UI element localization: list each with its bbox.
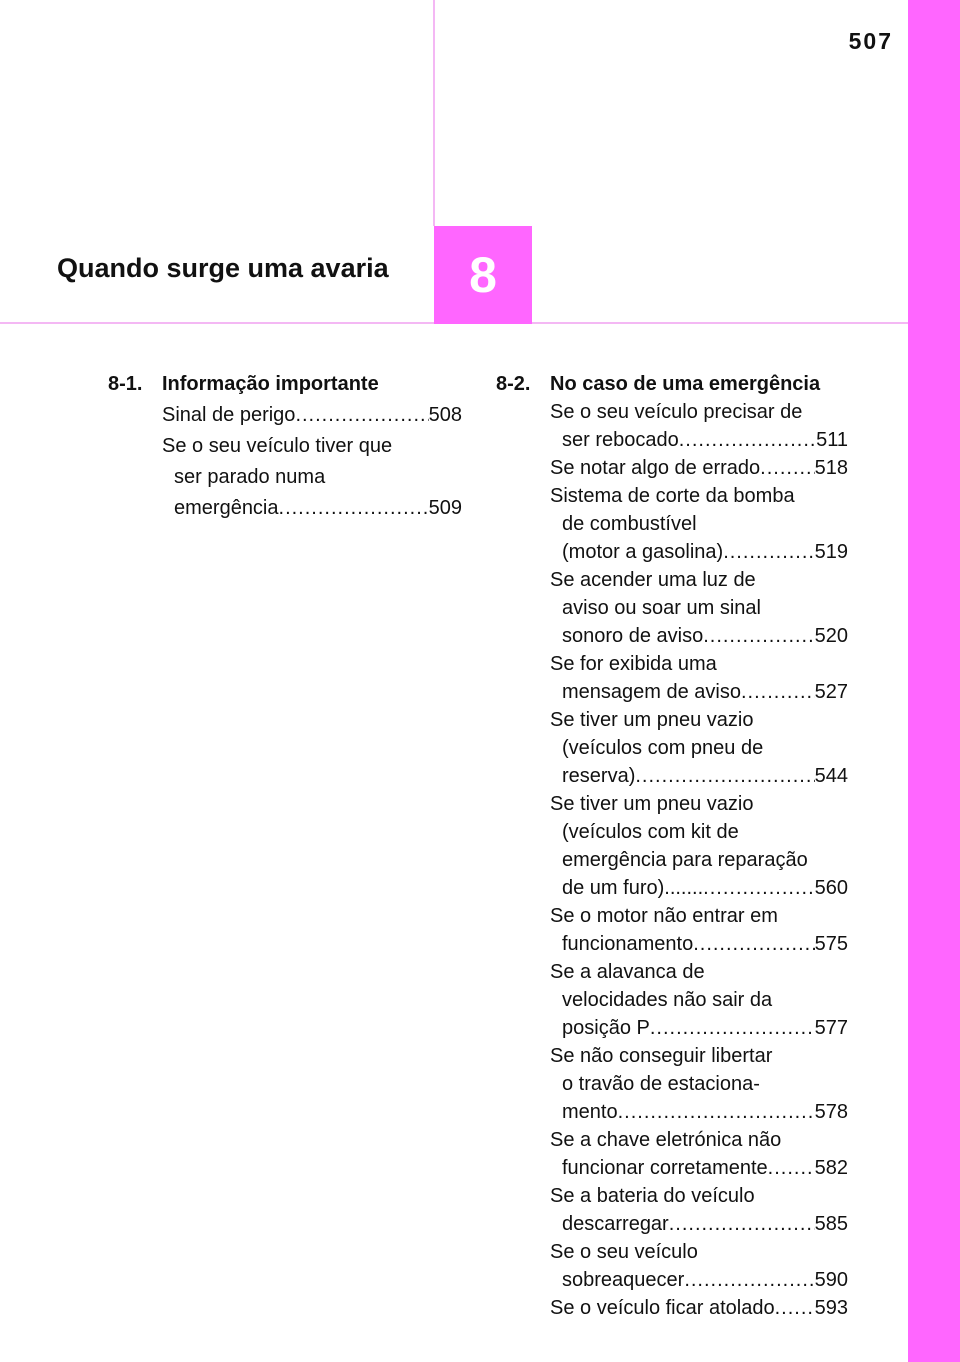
section-heading [108, 370, 462, 398]
toc-entry-text: Se a alavanca de [550, 961, 705, 983]
section-number: 8-1. [108, 373, 143, 395]
dot-leader [295, 400, 428, 431]
toc-entry-text: aviso ou soar um sinal [562, 597, 761, 619]
toc-page-number: 578 [814, 1101, 848, 1123]
toc-entry-text: Se notar algo de errado [550, 457, 761, 479]
toc-entry-text: (veículos com kit de [562, 821, 739, 843]
toc-entry-line [550, 538, 848, 566]
toc-entry-line [550, 594, 848, 622]
toc-entry-line [550, 818, 848, 846]
toc-entry-text: Se o seu veículo tiver que [162, 435, 393, 457]
toc-entry-line [550, 958, 848, 986]
toc-page-number: 560 [814, 877, 848, 899]
toc-entry-line [550, 1294, 848, 1322]
toc-entry-line [550, 1014, 848, 1042]
dot-leader [669, 1210, 815, 1238]
toc-entry-line [550, 1266, 848, 1294]
toc-entry-line [550, 1154, 848, 1182]
toc-entry-line [550, 1238, 848, 1266]
toc-entry-text: Se o motor não entrar em [550, 905, 778, 927]
section-title: Informação importante [162, 373, 379, 395]
toc-entry-text: o travão de estaciona- [562, 1073, 760, 1095]
toc-entry[interactable] [550, 398, 848, 454]
toc-entry[interactable] [550, 1294, 848, 1322]
toc-entry-line [550, 426, 848, 454]
toc-entry-line [550, 706, 848, 734]
toc-entry-line [550, 874, 848, 902]
toc-entry-line [550, 1070, 848, 1098]
dot-leader [279, 493, 429, 524]
dot-leader [775, 1294, 815, 1322]
toc-entry-text: (veículos com pneu de [562, 737, 764, 759]
toc-entry-line [550, 566, 848, 594]
toc-entry-line [162, 431, 462, 462]
dot-leader [693, 930, 814, 958]
toc-section-8-1 [108, 370, 462, 524]
toc-entry-text: ser rebocado [562, 429, 679, 451]
toc-entry[interactable] [550, 958, 848, 1042]
toc-entry-line [550, 790, 848, 818]
dot-leader [679, 426, 816, 454]
toc-entry-text: sonoro de aviso [562, 625, 704, 647]
toc-page-number: 590 [814, 1269, 848, 1291]
toc-page-number: 582 [814, 1157, 848, 1179]
toc-entry-text: descarregar [562, 1213, 669, 1235]
toc-page-number: 527 [814, 681, 848, 703]
toc-page-number: 508 [428, 404, 462, 426]
toc-page-number: 509 [428, 497, 462, 519]
toc-entry-text: Se o veículo ficar atolado [550, 1297, 775, 1319]
toc-entries [496, 398, 848, 1322]
toc-page-number: 575 [814, 933, 848, 955]
toc-entry-text: posição P [562, 1017, 650, 1039]
dot-leader [635, 762, 814, 790]
toc-entry-line [550, 1210, 848, 1238]
toc-entry-line [550, 986, 848, 1014]
toc-section-8-2 [496, 370, 848, 1322]
toc-entry-line [550, 930, 848, 958]
toc-entry[interactable] [162, 400, 462, 431]
toc-entry-text: Se for exibida uma [550, 653, 717, 675]
toc-entry[interactable] [550, 482, 848, 566]
toc-entry[interactable] [550, 650, 848, 706]
toc-entry-text: ser parado numa [174, 466, 326, 488]
chapter-side-tab [908, 0, 960, 1362]
toc-entry-text: Se a chave eletrónica não [550, 1129, 782, 1151]
section-heading [496, 370, 848, 398]
toc-entry-text: Se o seu veículo precisar de [550, 401, 803, 423]
toc-entry-line [162, 462, 462, 493]
vertical-rule [433, 0, 435, 226]
toc-entry[interactable] [550, 1126, 848, 1182]
dot-leader [684, 1266, 814, 1294]
toc-entry[interactable] [162, 431, 462, 524]
toc-entry-line [550, 846, 848, 874]
dot-leader [703, 622, 814, 650]
toc-page-number: 544 [814, 765, 848, 787]
toc-entry-line [550, 398, 848, 426]
dot-leader [760, 454, 814, 482]
toc-entry-text: Se acender uma luz de [550, 569, 756, 591]
toc-entry-line [550, 1182, 848, 1210]
section-number: 8-2. [496, 373, 531, 395]
toc-entry-text: emergência para reparação [562, 849, 808, 871]
toc-entry-line [550, 1042, 848, 1070]
toc-entry-line [162, 493, 462, 524]
toc-entry-text: Se a bateria do veículo [550, 1185, 755, 1207]
toc-entry[interactable] [550, 454, 848, 482]
toc-entry-line [550, 902, 848, 930]
toc-entry-line [550, 482, 848, 510]
toc-page-number: 585 [814, 1213, 848, 1235]
toc-page-number: 519 [814, 541, 848, 563]
page-number: 507 [848, 28, 893, 54]
dot-leader [703, 874, 814, 902]
toc-entry[interactable] [550, 902, 848, 958]
dot-leader [741, 678, 815, 706]
toc-entry-text: Se não conseguir libertar [550, 1045, 773, 1067]
toc-page-number: 577 [814, 1017, 848, 1039]
toc-entry-line [550, 734, 848, 762]
toc-entry-text: reserva) [562, 765, 636, 787]
dot-leader [723, 538, 814, 566]
toc-entry-text: funcionamento [562, 933, 694, 955]
dot-leader [650, 1014, 815, 1042]
dot-leader [768, 1154, 815, 1182]
toc-entry-text: mento [562, 1101, 618, 1123]
chapter-title: Quando surge uma avaria [57, 253, 389, 283]
toc-entry-line [550, 622, 848, 650]
toc-entry-line [550, 510, 848, 538]
toc-entry-text: (motor a gasolina) [562, 541, 724, 563]
toc-entry-text: Sinal de perigo [162, 404, 296, 426]
toc-entry-line [550, 454, 848, 482]
toc-entry[interactable] [550, 1182, 848, 1238]
toc-entry-line [550, 650, 848, 678]
toc-entry-text: de um furo)....... [562, 877, 704, 899]
toc-entry-text: velocidades não sair da [562, 989, 773, 1011]
toc-page-number: 593 [814, 1297, 848, 1319]
toc-entry-text: emergência [174, 497, 279, 519]
toc-entry-text: Se tiver um pneu vazio [550, 793, 754, 815]
toc-entry[interactable] [550, 566, 848, 650]
toc-entry-line [550, 762, 848, 790]
toc-entry-line [550, 1126, 848, 1154]
toc-entry-text: Se tiver um pneu vazio [550, 709, 754, 731]
toc-entry-text: sobreaquecer [562, 1269, 685, 1291]
toc-entry[interactable] [550, 790, 848, 902]
toc-entry[interactable] [550, 1238, 848, 1294]
dot-leader [618, 1098, 815, 1126]
toc-entry-text: funcionar corretamente [562, 1157, 768, 1179]
toc-entry[interactable] [550, 1042, 848, 1126]
toc-entry-text: de combustível [562, 513, 697, 535]
toc-entry-text: Sistema de corte da bomba [550, 485, 795, 507]
toc-page-number: 511 [816, 429, 848, 451]
toc-entry[interactable] [550, 706, 848, 790]
toc-entry-line [550, 678, 848, 706]
toc-entry-text: Se o seu veículo [550, 1241, 698, 1263]
chapter-number-box: 8 [434, 226, 532, 324]
toc-entry-line [162, 400, 462, 431]
toc-entries [108, 398, 462, 524]
toc-page-number: 518 [814, 457, 848, 479]
toc-entry-line [550, 1098, 848, 1126]
toc-entry-text: mensagem de aviso [562, 681, 741, 703]
toc-page-number: 520 [814, 625, 848, 647]
section-title: No caso de uma emergência [550, 373, 821, 395]
